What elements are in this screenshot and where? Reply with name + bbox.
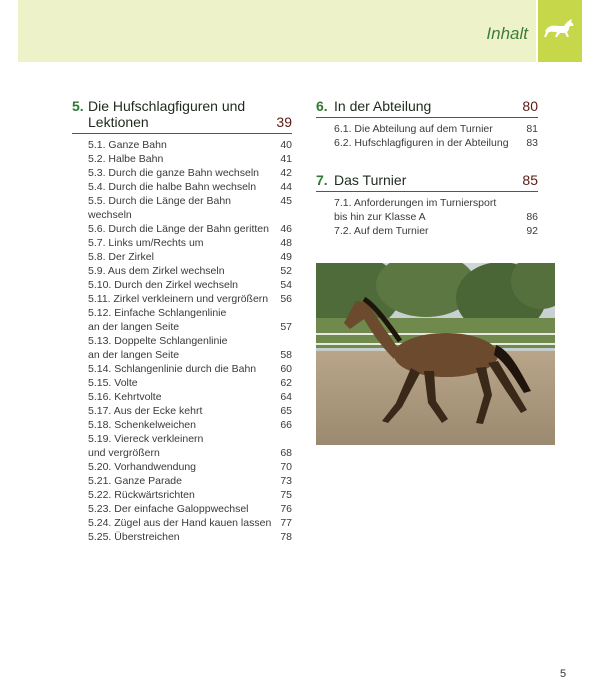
toc-entry-label: 5.11. Zirkel verkleinern und vergrößern — [88, 293, 269, 305]
toc-entry — [88, 194, 292, 222]
toc-entry — [88, 278, 292, 292]
toc-entry-label: 5.13. Doppelte Schlangenlinie — [88, 335, 228, 347]
toc-entry-label: 5.9. Aus dem Zirkel wechseln — [88, 265, 225, 277]
horse-icon — [543, 18, 577, 45]
toc-entry — [334, 136, 538, 150]
toc-entry — [88, 404, 292, 418]
chapter-title-line1: Die Hufschlagfiguren und — [88, 98, 246, 114]
toc-entry-page: 52 — [280, 265, 292, 277]
toc-entry-label-cont: bis hin zur Klasse A — [334, 211, 426, 223]
toc-entry-page: 60 — [280, 363, 292, 375]
toc-entry-page: 65 — [280, 405, 292, 417]
toc-entry-label: 5.15. Volte — [88, 377, 138, 389]
toc-entry-page: 62 — [280, 377, 292, 389]
toc-entry-page: 78 — [280, 531, 292, 543]
toc-entry — [88, 152, 292, 166]
toc-entry-label: 6.2. Hufschlagfiguren in der Abteilung — [334, 137, 509, 149]
chapter-title: In der Abteilung — [334, 98, 432, 114]
toc-entry — [88, 334, 292, 362]
toc-entry-page: 64 — [280, 391, 292, 403]
page-number: 5 — [560, 668, 567, 680]
toc-entry-page: 45 — [280, 195, 292, 207]
toc-entry-label: 6.1. Die Abteilung auf dem Turnier — [334, 123, 493, 135]
toc-entry-page: 42 — [280, 167, 292, 179]
toc-entry-label: 5.1. Ganze Bahn — [88, 139, 167, 151]
toc-entry — [88, 460, 292, 474]
toc-entry-label: 5.18. Schenkelweichen — [88, 419, 196, 431]
toc-entry-label: 5.25. Überstreichen — [88, 531, 180, 543]
toc-entry-label: 5.23. Der einfache Galoppwechsel — [88, 503, 249, 515]
toc-entry-page: 56 — [280, 293, 292, 305]
toc-entry-label-cont: an der langen Seite — [88, 321, 180, 333]
toc-entry-label-cont: und vergrößern — [88, 447, 160, 459]
toc-entry-list — [316, 196, 538, 238]
toc-entry-page: 66 — [280, 419, 292, 431]
toc-entry-label: 5.2. Halbe Bahn — [88, 153, 164, 165]
toc-entry-label: 5.6. Durch die Länge der Bahn geritten — [88, 223, 269, 235]
toc-chapter-6 — [316, 98, 538, 150]
chapter-heading — [316, 172, 538, 192]
toc-entry-label: 5.19. Viereck verkleinern — [88, 433, 204, 445]
toc-entry-label: 5.21. Ganze Parade — [88, 475, 182, 487]
toc-entry-page: 49 — [280, 251, 292, 263]
toc-entry-page: 76 — [280, 503, 292, 515]
toc-entry-page: 83 — [526, 137, 538, 149]
toc-entry — [88, 516, 292, 530]
toc-entry — [334, 224, 538, 238]
toc-entry-page: 81 — [526, 123, 538, 135]
chapter-number: 5. — [72, 98, 84, 114]
toc-entry-label: 5.17. Aus der Ecke kehrt — [88, 405, 203, 417]
toc-entry-page: 58 — [280, 349, 292, 361]
toc-entry-page: 57 — [280, 321, 292, 333]
toc-entry — [88, 362, 292, 376]
toc-right-column — [316, 98, 538, 260]
toc-entry-page: 92 — [526, 225, 538, 237]
toc-entry — [88, 222, 292, 236]
toc-entry-page: 46 — [280, 223, 292, 235]
toc-entry — [88, 530, 292, 544]
toc-entry-page: 77 — [280, 517, 292, 529]
chapter-number: 6. — [316, 98, 328, 114]
toc-entry — [88, 292, 292, 306]
toc-entry-label: 5.5. Durch die Länge der Bahn wechseln — [88, 195, 232, 221]
toc-entry-page: 73 — [280, 475, 292, 487]
toc-entry — [334, 196, 538, 224]
toc-entry-page: 48 — [280, 237, 292, 249]
toc-entry — [88, 138, 292, 152]
toc-entry-page: 86 — [526, 211, 538, 223]
toc-entry-label: 5.12. Einfache Schlangenlinie — [88, 307, 227, 319]
toc-entry-label: 5.16. Kehrtvolte — [88, 391, 162, 403]
toc-entry-page: 41 — [280, 153, 292, 165]
toc-entry-label: 5.10. Durch den Zirkel wechseln — [88, 279, 238, 291]
toc-entry-page: 40 — [280, 139, 292, 151]
chapter-heading — [72, 98, 292, 134]
toc-entry-list — [72, 138, 292, 544]
toc-chapter-5 — [72, 98, 292, 544]
toc-entry — [88, 166, 292, 180]
toc-entry-label: 7.1. Anforderungen im Turniersport — [334, 197, 497, 209]
toc-entry-page: 54 — [280, 279, 292, 291]
page-title: Inhalt — [486, 24, 528, 43]
chapter-title-line2: Lektionen — [88, 114, 149, 130]
toc-entry-label: 5.14. Schlangenlinie durch die Bahn — [88, 363, 257, 375]
toc-entry — [88, 250, 292, 264]
toc-entry — [88, 376, 292, 390]
chapter-page: 39 — [276, 114, 292, 130]
toc-entry-list — [316, 122, 538, 150]
toc-entry — [88, 180, 292, 194]
toc-entry — [88, 418, 292, 432]
chapter-page: 85 — [522, 172, 538, 188]
toc-entry-page: 70 — [280, 461, 292, 473]
chapter-page: 80 — [522, 98, 538, 114]
toc-entry — [88, 474, 292, 488]
toc-entry-label: 7.2. Auf dem Turnier — [334, 225, 429, 237]
toc-entry — [334, 122, 538, 136]
toc-entry — [88, 502, 292, 516]
toc-entry-label-cont: an der langen Seite — [88, 349, 180, 361]
horse-photo — [316, 263, 555, 445]
toc-entry — [88, 488, 292, 502]
chapter-title: Das Turnier — [334, 172, 407, 188]
chapter-heading — [316, 98, 538, 118]
chapter-number: 7. — [316, 172, 328, 188]
toc-entry-label: 5.8. Der Zirkel — [88, 251, 154, 263]
toc-entry-label: 5.7. Links um/Rechts um — [88, 237, 204, 249]
toc-entry — [88, 306, 292, 334]
toc-entry-label: 5.20. Vorhandwendung — [88, 461, 197, 473]
toc-entry-page: 44 — [280, 181, 292, 193]
toc-chapter-7 — [316, 172, 538, 238]
toc-entry-page: 75 — [280, 489, 292, 501]
toc-entry — [88, 432, 292, 460]
toc-entry-page: 68 — [280, 447, 292, 459]
header-logo — [538, 0, 582, 62]
toc-entry-label: 5.3. Durch die ganze Bahn wechseln — [88, 167, 260, 179]
header-band — [18, 0, 536, 62]
toc-entry-label: 5.4. Durch die halbe Bahn wechseln — [88, 181, 257, 193]
toc-entry-label: 5.24. Zügel aus der Hand kauen lassen — [88, 517, 272, 529]
toc-entry — [88, 236, 292, 250]
toc-entry — [88, 390, 292, 404]
toc-entry — [88, 264, 292, 278]
toc-entry-label: 5.22. Rückwärtsrichten — [88, 489, 195, 501]
